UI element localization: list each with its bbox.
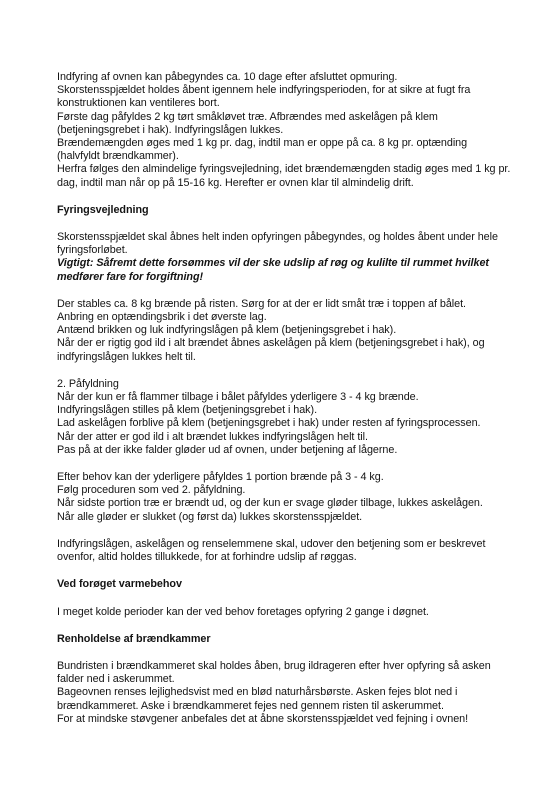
warning-text: Vigtigt: Såfremt dette forsømmes vil der ske udslip af røg og kulilte til rummet hvilket medfører fare for forgiftning!	[57, 257, 489, 283]
paragraph: Lad askelågen forblive på klem (betjeningsgrebet i hak) under resten af fyringsprocessen.	[57, 417, 481, 430]
paragraph: Bundristen i brændkammeret skal holdes åben, brug ildrageren efter hver opfyring så asken falder ned i askerummet.	[57, 659, 491, 686]
subheading-refill: 2. Påfyldning	[57, 377, 119, 390]
paragraph: Når der kun er få flammer tilbage i bålet påfyldes yderligere 3 - 4 kg brænde.	[57, 391, 419, 404]
paragraph: Indfyringslågen, askelågen og renselemmene skal, udover den betjening som er beskrevet ovenfor, altid holdes tillukkede, for at forhindre udslip af røggas.	[57, 537, 486, 564]
paragraph: Bageovnen renses lejlighedsvist med en blød naturhårsbørste. Asken fejes blot ned i brændkammeret. Aske i brændkammeret fejes ned gennem risten til askerummet.	[57, 686, 458, 712]
section-heading-varmebehov: Ved forøget varmebehov	[57, 578, 182, 591]
paragraph: Når sidste portion træ er brændt ud, og der kun er svage gløder tilbage, lukkes askelågen.	[57, 497, 483, 510]
paragraph: Herfra følges den almindelige fyringsvejledning, idet brændemængden stadig øges med 1 kg pr. dag, indtil man når op på 15-16 kg. Herefter er ovnen klar til almindelig drift.	[57, 163, 511, 189]
document-body	[57, 71, 512, 726]
section-heading-fyringsvejledning: Fyringsvejledning	[57, 203, 149, 216]
paragraph: Skorstensspjældet skal åbnes helt inden opfyringen påbegyndes, og holdes åbent under hele fyringsforløbet.	[57, 231, 498, 257]
paragraph: Der stables ca. 8 kg brænde på risten. Sørg for at der er lidt småt træ i toppen af bålet.	[57, 297, 466, 310]
section-heading-renholdelse: Renholdelse af brændkammer	[57, 632, 211, 645]
cleaning-block	[57, 660, 512, 726]
procedure-block	[57, 298, 512, 364]
paragraph: Første dag påfyldes 2 kg tørt småkløvet træ. Afbrændes med askelågen på klem (betjeningsgrebet i hak). Indfyringslågen lukkes.	[57, 110, 438, 136]
paragraph: I meget kolde perioder kan der ved behov foretages opfyring 2 gange i døgnet.	[57, 605, 429, 618]
paragraph: Når der atter er god ild i alt brændet lukkes indfyringslågen helt til.	[57, 430, 368, 443]
paragraph: Følg proceduren som ved 2. påfyldning.	[57, 484, 246, 497]
paragraph: Anbring en optændingsbrik i det øverste lag.	[57, 311, 267, 324]
paragraph: Når der er rigtig god ild i alt brændet åbnes askelågen på klem (betjeningsgrebet i hak), og indfyringslågen lukkes helt til.	[57, 337, 485, 363]
paragraph: Brændemængden øges med 1 kg pr. dag, indtil man er oppe på ca. 8 kg pr. optænding (halvfyldt brændkammer).	[57, 137, 468, 163]
paragraph: For at mindske støvgener anbefales det at åbne skorstensspjældet ved fejning i ovnen!	[57, 712, 469, 725]
paragraph: Efter behov kan der yderligere påfyldes 1 portion brænde på 3 - 4 kg.	[57, 471, 384, 484]
paragraph: Pas på at der ikke falder gløder ud af ovnen, under betjening af lågerne.	[57, 443, 398, 456]
intro-block	[57, 71, 512, 190]
paragraph: Indfyringslågen stilles på klem (betjeningsgrebet i hak).	[57, 404, 318, 417]
paragraph: Skorstensspjældet holdes åbent igennem hele indfyringsperioden, for at sikre at fugt fra konstruktionen kan ventileres bort.	[57, 84, 471, 110]
refill-block	[57, 378, 512, 457]
paragraph: Indfyring af ovnen kan påbegyndes ca. 10 dage efter afsluttet opmuring.	[57, 71, 398, 83]
paragraph: Når alle gløder er slukket (og først da) lukkes skorstensspjældet.	[57, 510, 363, 523]
paragraph: Antænd brikken og luk indfyringslågen på klem (betjeningsgrebet i hak).	[57, 324, 397, 337]
extra-refill-block	[57, 471, 512, 524]
